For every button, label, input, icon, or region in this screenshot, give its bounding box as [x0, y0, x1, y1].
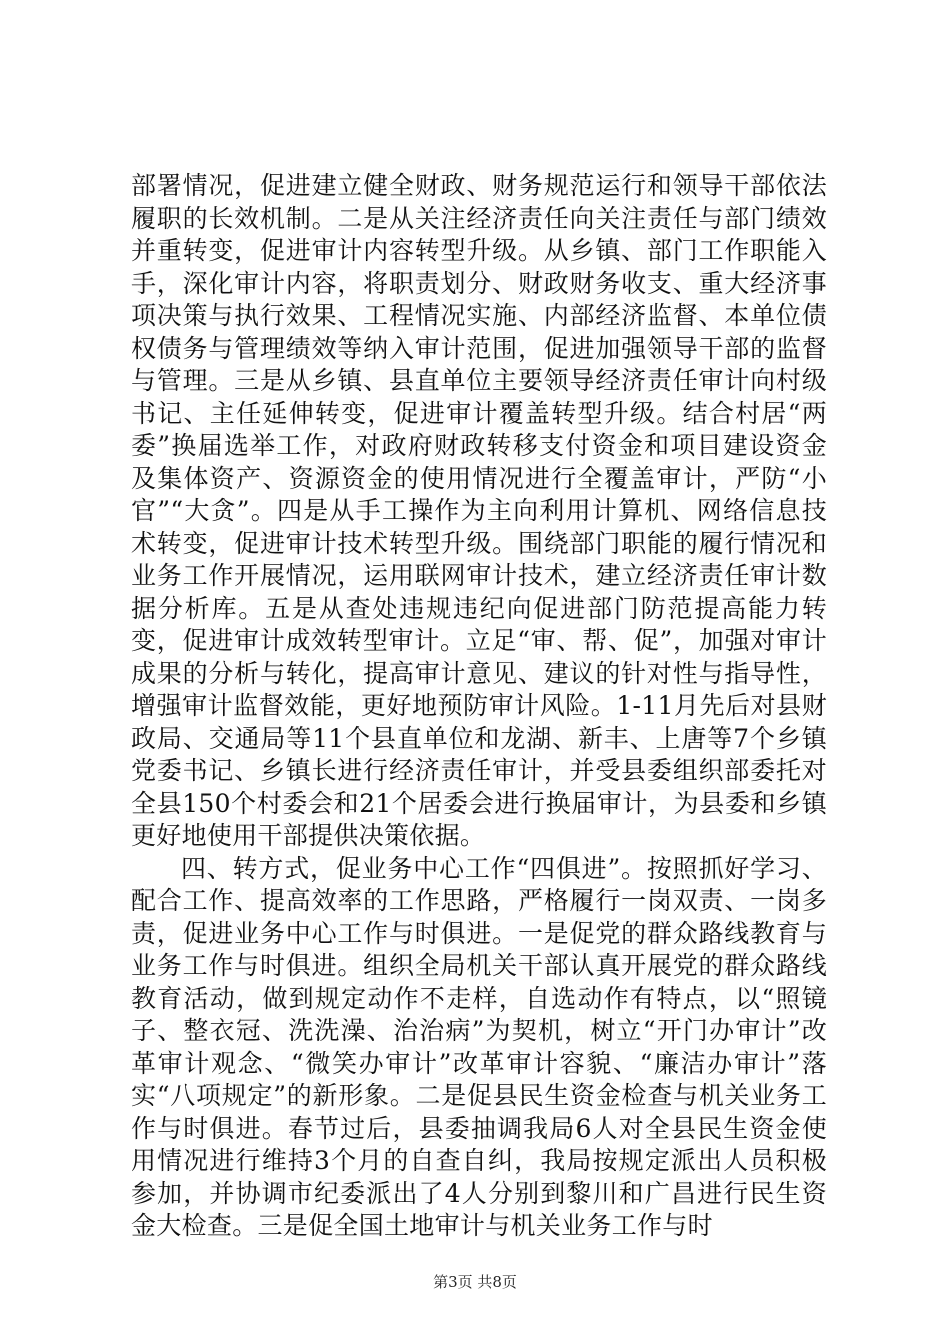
page-number: 第3页 共8页 — [433, 1273, 517, 1291]
paragraph-section-four: 四、转方式，促业务中心工作“四俱进”。按照抓好学习、配合工作、提高效率的工作思路，严格履行一岗双责、一岗多责，促进业务中心工作与时俱进。一是促党的群众路线教育与业务工作与时俱进。组织全局机关干部认真开展党的群众路线教育活动，做到规定动作不走样，自选动作有特点，以“照镜子、整衣冠、洗洗澡、治治病”为契机，树立“开门办审计”改革审计观念、“微笑办审计”改革审计容貌、“廉洁办审计”落实“八项规定”的新形象。二是促县民生资金检查与机关业务工作与时俱进。春节过后，县委抽调我局6人对全县民生资金使用情况进行维持3个月的自查自纠，我局按规定派出人员积极参加，并协调市纪委派出了4人分别到黎川和广昌进行民生资金大检查。三是促全国土地审计与机关业务工作与时 — [131, 853, 827, 1240]
page-footer — [0, 1272, 950, 1292]
paragraph-continued: 部署情况，促进建立健全财政、财务规范运行和领导干部依法履职的长效机制。二是从关注经济责任向关注责任与部门绩效并重转变，促进审计内容转型升级。从乡镇、部门工作职能入手，深化审计内容，将职责划分、财政财务收支、重大经济事项决策与执行效果、工程情况实施、内部经济监督、本单位债权债务与管理绩效等纳入审计范围，促进加强领导干部的监督与管理。三是从乡镇、县直单位主要领导经济责任审计向村级书记、主任延伸转变，促进审计覆盖转型升级。结合村居“两委”换届选举工作，对政府财政转移支付资金和项目建设资金及集体资产、资源资金的使用情况进行全覆盖审计，严防“小官”“大贪”。四是从手工操作为主向利用计算机、网络信息技术转变，促进审计技术转型升级。围绕部门职能的履行情况和业务工作开展情况，运用联网审计技术，建立经济责任审计数据分析库。五是从查处违规违纪向促进部门防范提高能力转变，促进审计成效转型审计。立足“审、帮、促”，加强对审计成果的分析与转化，提高审计意见、建议的针对性与指导性，增强审计监督效能，更好地预防审计风险。1-11月先后对县财政局、交通局等11个县直单位和龙湖、新丰、上唐等7个乡镇党委书记、乡镇长进行经济责任审计，并受县委组织部委托对全县150个村委会和21个居委会进行换届审计，为县委和乡镇更好地使用干部提供决策依据。 — [131, 171, 827, 850]
document-body — [131, 170, 827, 1243]
